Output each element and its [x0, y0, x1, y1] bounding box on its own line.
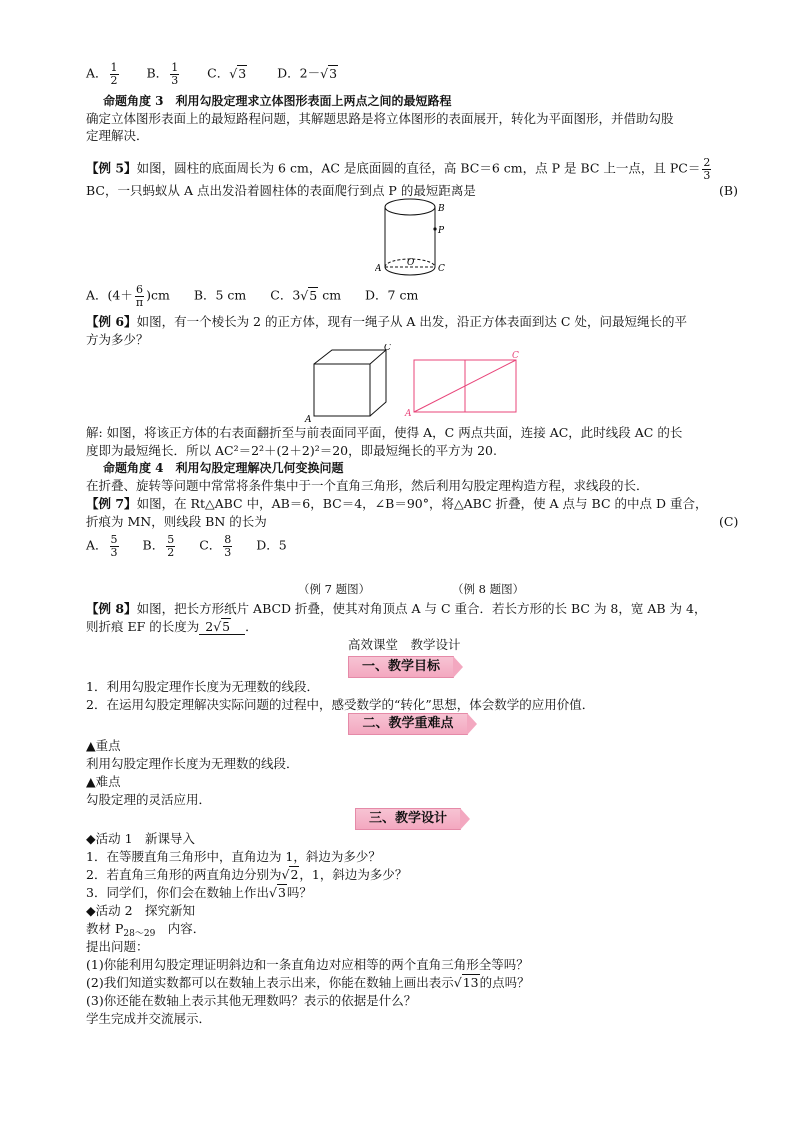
- ex7-options: A． $\frac{5}{3}$ B． $\frac{5}{2}$ C． $\frac{8}{3}$ D．5: [86, 533, 287, 559]
- cylinder-top-ellipse: [385, 199, 435, 215]
- ex5-text1: 如图，圆柱的底面周长为 6 cm，AC 是底面圆的直径，高 BC＝6 cm，点 P 是 BC 上一点，且 PC＝: [136, 160, 701, 176]
- ex5-option-a-fraction: $\frac{6}{\pi}$: [135, 283, 144, 309]
- ask-questions-label: 提出问题：: [86, 939, 149, 954]
- ex8-answer-blank: 2√5: [199, 619, 245, 635]
- label-a: A: [375, 264, 382, 274]
- banner-key-points: 二、教学重难点: [348, 713, 468, 735]
- option-b-fraction: $\frac{1}{3}$: [171, 61, 179, 87]
- angle3-title: 命题角度 3 利用勾股定理求立体图形表面上两点之间的最短路程: [103, 94, 452, 108]
- activity-1-q2: 2．若直角三角形的两直角边分别为√2，1，斜边为多少？: [86, 867, 408, 882]
- prev-question-options: A． $\frac{1}{2}$ B． $\frac{1}{3}$ C．√3 D．2－√3: [86, 61, 338, 87]
- cylinder-figure: [375, 195, 450, 280]
- ex7-option-c-fraction: $\frac{8}{3}$: [224, 533, 232, 559]
- ex6-solution-line1: 解: 如图，将该正方体的右表面翻折至与前表面同平面，使得 A，C 两点共面，连接 AC，此时线段 AC 的长: [86, 425, 683, 440]
- goal-item-1: 1．利用勾股定理作长度为无理数的线段．: [86, 679, 319, 694]
- difficulty-text: 勾股定理的灵活应用．: [86, 792, 212, 807]
- label-p: P: [438, 226, 445, 236]
- angle4-desc: 在折叠、旋转等问题中常常将条件集中于一个直角三角形，然后利用勾股定理构造方程，求线段的长．: [86, 478, 649, 493]
- activity-1-title: ◆活动 1 新课导入: [86, 831, 196, 846]
- banner-teaching-design: 三、教学设计: [355, 808, 461, 830]
- ex8-label: 【例 8】: [86, 601, 137, 616]
- ex5-options: A．(4＋ $\frac{6}{\pi}$ )cm B．5 cm C．3√5 cm D．7 cm: [86, 283, 419, 309]
- caption-ex7: （例 7 题图）: [298, 582, 371, 596]
- option-a-fraction: $\frac{1}{2}$: [110, 61, 118, 87]
- ex6-text1: 如图，有一个棱长为 2 的正方体，现有一绳子从 A 出发，沿正方体表面到达 C 处，问最短绳长的平: [136, 314, 687, 329]
- question-1: (1)你能利用勾股定理证明斜边和一条直角边对应相等的两个直角三角形全等吗？: [86, 957, 529, 972]
- ex7-line1: [86, 496, 707, 511]
- ex7-answer: (C): [719, 514, 739, 529]
- cube-label-c: C: [384, 344, 391, 353]
- option-b-label: B．: [146, 65, 169, 81]
- ex5-answer: (B): [719, 183, 738, 198]
- question-2: (2)我们知道实数都可以在数轴上表示出来，你能在数轴上画出表示√13的点吗？: [86, 975, 530, 990]
- option-d-label: D．: [277, 65, 300, 81]
- cylinder-bottom-front: [385, 267, 435, 275]
- goal-item-2: 2．在运用勾股定理解决实际问题的过程中，感受数学的“转化”思想，体会数学的应用价值．: [86, 697, 595, 712]
- unfolded-label-a: A: [405, 409, 412, 418]
- ex8-text1: 如图，把长方形纸片 ABCD 折叠，使其对角顶点 A 与 C 重合．若长方形的长 BC 为 8，宽 AB 为 4，: [136, 601, 707, 616]
- angle4-title: 命题角度 4 利用勾股定理解决几何变换问题: [103, 461, 344, 475]
- ex6-solution-line2: 度即为最短绳长．所以 AC²＝2²＋(2＋2)²＝20，即最短绳长的平方为 20.: [86, 443, 497, 458]
- ex6-line1: [86, 314, 687, 329]
- ex5-line2: BC，一只蚂蚁从 A 点出发沿着圆柱体的表面爬行到点 P 的最短距离是: [86, 183, 476, 198]
- label-o: O: [407, 258, 415, 268]
- ex8-line2: 则折痕 EF 的长度为 2√5 ．: [86, 619, 258, 634]
- label-b: B: [438, 204, 445, 214]
- unfolded-label-c: C: [512, 351, 519, 361]
- angle3-desc-line2: 定理解决．: [86, 128, 149, 143]
- ex8-line1: [86, 601, 706, 616]
- ex7-option-d: D．5: [256, 537, 287, 553]
- ex5-label: 【例 5】: [86, 160, 137, 176]
- question-3: (3)你还能在数轴上表示其他无理数吗？表示的依据是什么？: [86, 993, 417, 1008]
- cube-figure: [300, 344, 400, 422]
- option-c-sqrt: √3: [229, 65, 247, 81]
- option-a-label: A．: [86, 65, 108, 81]
- key-point-text: 利用勾股定理作长度为无理数的线段．: [86, 756, 299, 771]
- activity-1-q3: 3．同学们，你们会在数轴上作出√3吗？: [86, 885, 312, 900]
- key-point-label: ▲重点: [86, 738, 121, 753]
- textbook-reference: 教材 $P_{28\sim 29}$ 内容．: [86, 921, 206, 939]
- cube-label-a: A: [305, 415, 312, 422]
- label-c: C: [438, 264, 445, 274]
- option-c-label: C．: [207, 65, 230, 81]
- ex7-line2: 折痕为 MN，则线段 BN 的长为: [86, 514, 267, 529]
- ex7-text1: 如图，在 Rt△ABC 中，AB＝6，BC＝4，∠B＝90°，将△ABC 折叠，使 A 点与 BC 的中点 D 重合，: [136, 496, 708, 511]
- activity-1-q1: 1．在等腰直角三角形中，直角边为 1，斜边为多少？: [86, 849, 381, 864]
- angle3-desc-line1: 确定立体图形表面上的最短路程问题，其解题思路是将立体图形的表面展开，转化为平面图形，并借助勾股: [86, 111, 674, 126]
- ex5-line1: [86, 157, 713, 181]
- ex5-option-d: D．7 cm: [365, 287, 419, 303]
- cube-front-face: [314, 364, 370, 416]
- ex6-label: 【例 6】: [86, 314, 137, 329]
- ex7-option-b-fraction: $\frac{5}{2}$: [167, 533, 175, 559]
- point-p: [433, 227, 436, 230]
- ex5-fraction: $\frac{2}{3}$: [703, 156, 711, 182]
- caption-ex8: （例 8 题图）: [452, 582, 525, 596]
- option-d-sqrt: √3: [320, 65, 338, 81]
- banner-teaching-goals: 一、教学目标: [348, 656, 454, 678]
- difficulty-label: ▲难点: [86, 774, 121, 789]
- section-title: 高效课堂 教学设计: [348, 637, 461, 652]
- ex5-option-b: B．5 cm: [193, 287, 247, 303]
- ex7-label: 【例 7】: [86, 496, 137, 511]
- activity-2-title: ◆活动 2 探究新知: [86, 903, 196, 918]
- cube-top-face: [314, 350, 386, 364]
- cube-right-face: [370, 350, 386, 416]
- finish-note: 学生完成并交流展示．: [86, 1011, 212, 1026]
- ex6-line2: 方为多少？: [86, 332, 149, 347]
- unfolded-figure: [404, 350, 524, 418]
- ex7-option-a-fraction: $\frac{5}{3}$: [110, 533, 118, 559]
